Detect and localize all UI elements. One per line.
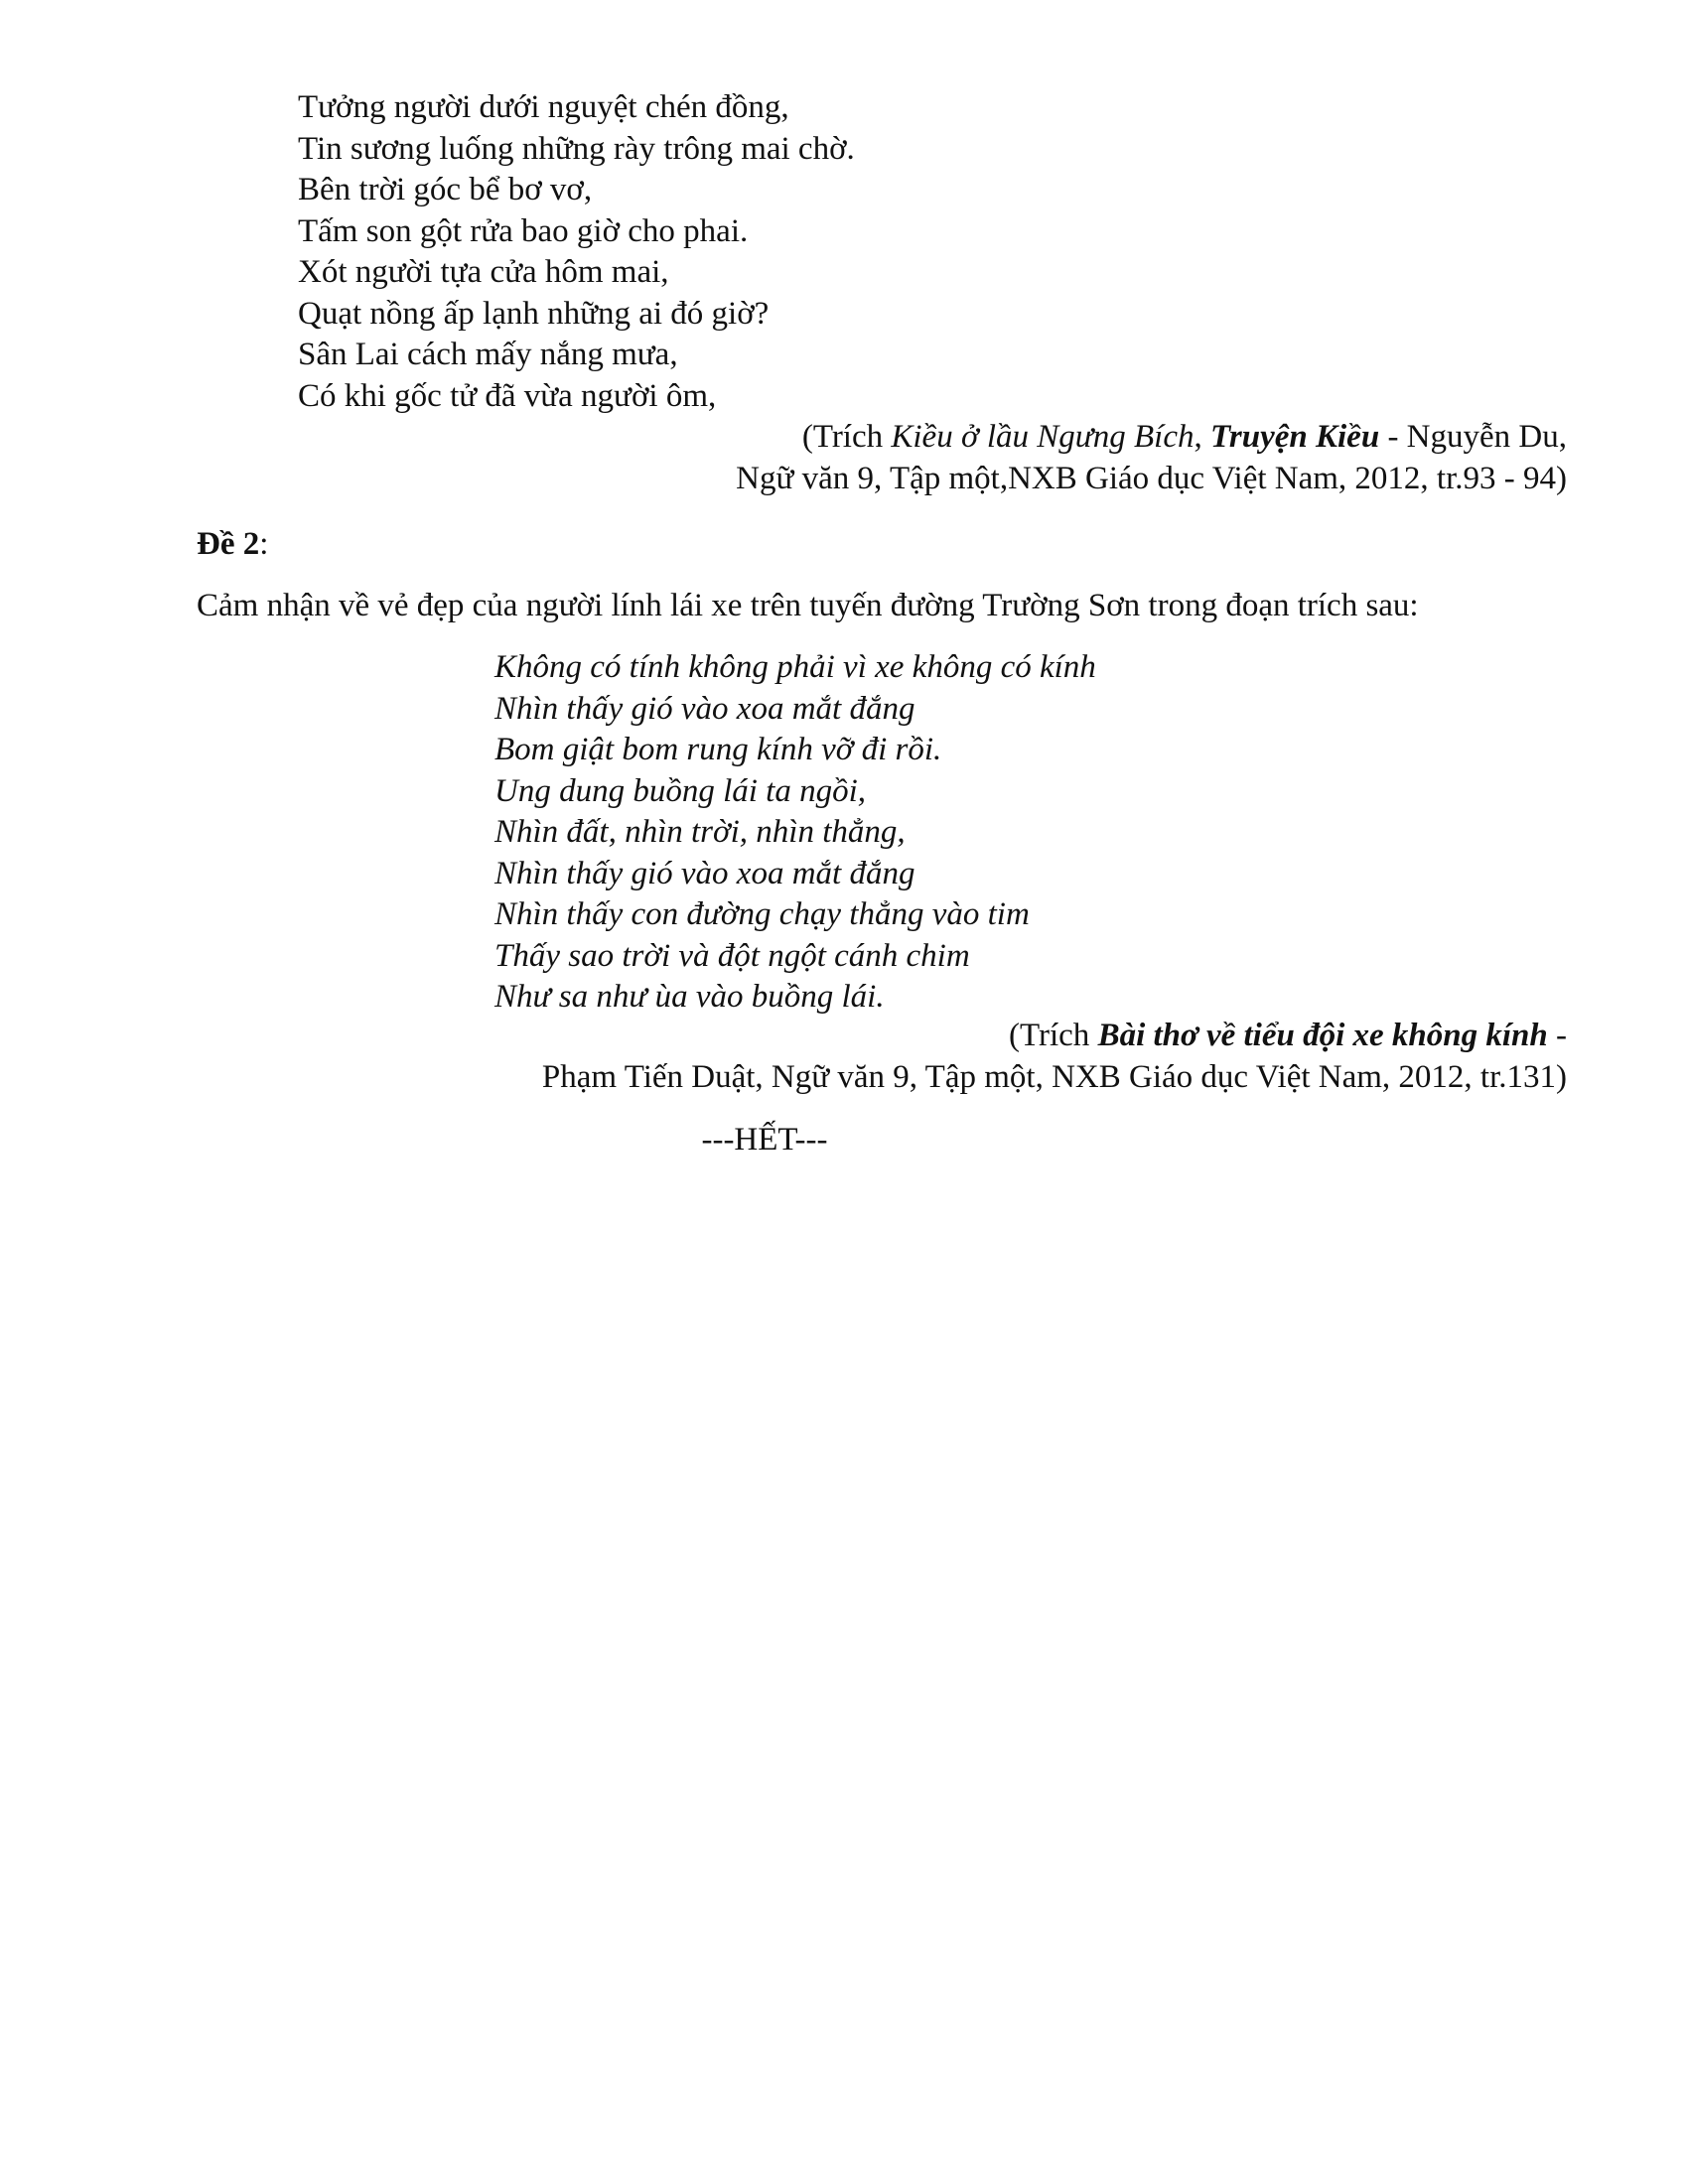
citation-separator: , (1194, 419, 1210, 455)
excerpt-title: Kiều ở lầu Ngưng Bích (891, 419, 1195, 455)
poem-line: Sân Lai cách mấy nắng mưa, (298, 337, 678, 372)
citation-prefix: (Trích (801, 419, 892, 455)
poem-line: Bom giật bom rung kính vỡ đi rồi. (494, 732, 942, 767)
poem-line: Nhìn thấy gió vào xoa mắt đắng (494, 690, 915, 727)
citation-tieu-doi-xe (542, 1016, 1567, 1098)
question-prompt: Cảm nhận về vẻ đẹp của người lính lái xe trên tuyến đường Trường Sơn trong đoạn trích sau: (197, 588, 1419, 623)
citation-line-1 (736, 417, 1567, 459)
end-mark: ---HẾT--- (701, 1122, 828, 1158)
poem-line: Nhìn thấy con đường chạy thẳng vào tim (494, 896, 1030, 932)
poem-line: Có khi gốc tử đã vừa người ôm, (298, 377, 717, 414)
section-heading-label: Đề 2 (197, 526, 260, 562)
work-title: Bài thơ về tiểu đội xe không kính (1097, 1018, 1548, 1053)
citation-prefix: (Trích (1009, 1018, 1098, 1053)
citation-line-2: Ngữ văn 9, Tập một,NXB Giáo dục Việt Nam, 2012, tr.93 - 94) (736, 460, 1567, 496)
citation-line-2: Phạm Tiến Duật, Ngữ văn 9, Tập một, NXB Giáo dục Việt Nam, 2012, tr.131) (541, 1058, 1567, 1095)
section-heading-colon: : (259, 526, 269, 562)
citation-kieu (736, 417, 1567, 499)
poem-line: Ung dung buồng lái ta ngồi, (494, 772, 867, 809)
poem-line: Quạt nồng ấp lạnh những ai đó giờ? (298, 295, 770, 332)
poem-line: Không có tính không phải vì xe không có kính (494, 649, 1096, 685)
poem-line: Bên trời góc bể bơ vơ, (298, 172, 593, 207)
poem-line: Xót người tựa cửa hôm mai, (298, 254, 669, 290)
citation-line-1 (542, 1016, 1567, 1057)
poem-kieu-excerpt (298, 87, 855, 417)
section-heading (197, 524, 268, 566)
citation-author: - Nguyễn Du, (1379, 419, 1567, 455)
work-title: Truyện Kiều (1209, 419, 1380, 455)
poem-line: Như sa như ùa vào buồng lái. (494, 979, 885, 1015)
poem-line: Tin sương luống những rày trông mai chờ. (298, 130, 855, 167)
poem-line: Tấm son gột rửa bao giờ cho phai. (298, 212, 749, 249)
citation-suffix: - (1547, 1018, 1567, 1053)
poem-line: Nhìn đất, nhìn trời, nhìn thẳng, (494, 814, 906, 850)
poem-tieu-doi-xe (494, 647, 1096, 1019)
poem-line: Nhìn thấy gió vào xoa mắt đắng (494, 855, 915, 891)
poem-line: Tưởng người dưới nguyệt chén đồng, (298, 89, 789, 125)
poem-line: Thấy sao trời và đột ngột cánh chim (494, 937, 970, 974)
